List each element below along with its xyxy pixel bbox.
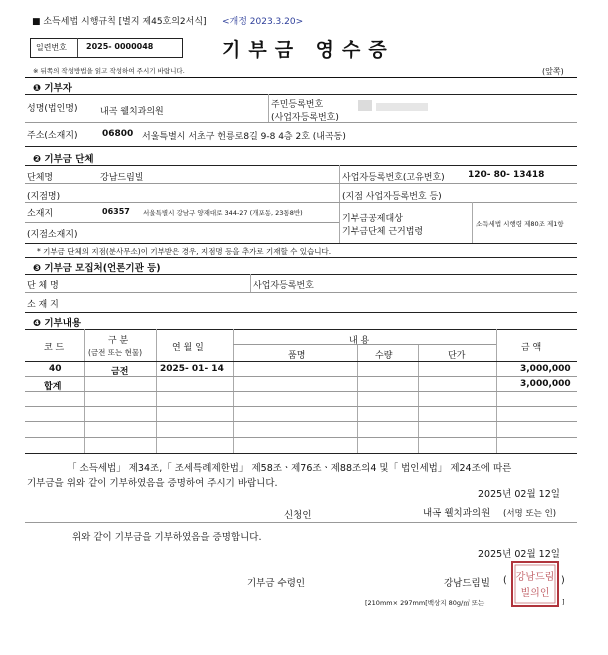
total-label: 합계 <box>44 382 62 392</box>
confirmation-date: 2025년 02월 12일 <box>478 549 560 560</box>
col-header-date: 연 월 일 <box>172 343 204 353</box>
serial-value: 2025- 0000048 <box>86 42 154 51</box>
document-title: 기부금 영수증 <box>222 39 395 61</box>
regulation-text: ■ 소득세법 시행규칙 [별지 제45호의2서식] <box>32 17 207 27</box>
certification-statement: 「 소득세법」 제34조,「 조세특례제한법」 제58조ㆍ제76조ㆍ제88조의4 및「 법인세법」 제24조에 따른 <box>67 463 512 474</box>
org-location-value: 서울특별시 강남구 양재대로 344-27 (개포동, 23통8반) <box>143 209 303 217</box>
svg-text:강남드림: 강남드림 <box>515 572 555 583</box>
org-basis-label: 기부금공제대상 <box>342 214 403 224</box>
total-amount: 3,000,000 <box>520 379 571 389</box>
row1-amount: 3,000,000 <box>520 364 571 374</box>
org-location-postcode: 06357 <box>102 207 130 216</box>
col-header-content: 내 용 <box>349 336 370 346</box>
donor-id-label: 주민등록번호 <box>271 100 324 110</box>
donor-section-title: ❶ 기부자 <box>33 83 72 94</box>
donor-address-label: 주소(소재지) <box>27 131 78 141</box>
org-branch-label: (지점명) <box>27 192 61 202</box>
masked-id-block <box>358 100 372 111</box>
org-branch-regno-label: (지점 사업자등록번호 등) <box>342 192 442 202</box>
org-section-title: ❷ 기부금 단체 <box>33 154 94 165</box>
org-basis-label-sub: 기부금단체 근거법령 <box>342 227 424 237</box>
organization-seal-stamp <box>510 560 560 608</box>
col-header-unit-price: 단가 <box>448 351 466 361</box>
org-regno-label: 사업자등록번호(고유번호) <box>342 173 445 183</box>
donor-id-label-sub: (사업자등록번호) <box>271 113 339 123</box>
col-header-qty: 수량 <box>375 351 393 361</box>
paper-spec: [210mm× 297mm[백상지 80g/㎡ 또는 <box>365 599 485 607</box>
applicant-sign-note: (서명 또는 인) <box>503 509 557 519</box>
recipient-paren-close: ) <box>561 575 565 586</box>
donor-postcode: 06800 <box>102 129 134 139</box>
paper-spec-close: ] <box>562 598 565 606</box>
recipient-label: 기부금 수령인 <box>247 578 306 589</box>
certification-statement-2: 기부금을 위와 같이 기부하였음을 증명하여 주시기 바랍니다. <box>27 478 278 489</box>
revision-text: <개정 2023.3.20> <box>222 17 304 27</box>
col-header-amount: 금 액 <box>521 343 542 353</box>
raiser-regno-label: 사업자등록번호 <box>253 281 314 291</box>
row1-category: 금전 <box>111 367 129 377</box>
org-location-label: 소재지 <box>27 209 54 219</box>
application-date: 2025년 02월 12일 <box>478 489 560 500</box>
details-section-title: ❹ 기부내용 <box>33 318 82 329</box>
donor-name-value: 내곡 웰치과의원 <box>100 107 164 117</box>
org-name-label: 단체명 <box>27 173 54 183</box>
donor-address-value: 서울특별시 서초구 헌릉로8길 9-8 4층 2호 (내곡동) <box>142 132 346 142</box>
donor-name-label: 성명(법인명) <box>27 104 78 114</box>
recipient-name: 강남드림빌 <box>444 578 490 589</box>
row1-code: 40 <box>49 364 62 374</box>
serial-label: 일련번호 <box>36 43 67 52</box>
masked-id-block <box>376 103 428 111</box>
recipient-paren-open: ( <box>503 575 507 586</box>
page-side-label: (앞쪽) <box>542 67 564 76</box>
col-header-category-sub: (금전 또는 현물) <box>88 348 143 357</box>
org-branch-location-label: (지점소재지) <box>27 230 78 240</box>
instruction-note: ※ 뒤쪽의 작성방법을 읽고 작성하여 주시기 바랍니다. <box>33 67 185 75</box>
raiser-section-title: ❸ 기부금 모집처(언론기관 등) <box>33 263 161 274</box>
applicant-name: 내곡 웰치과의원 <box>423 508 491 519</box>
org-branch-note: * 기부금 단체의 지점(분사무소)이 기부받은 경우, 지점명 등을 추가로 기재할 수 있습니다. <box>37 247 332 256</box>
org-basis-value: 소득세법 시행령 제80조 제1항 <box>476 220 564 228</box>
svg-text:빌의인: 빌의인 <box>520 588 550 599</box>
col-header-code: 코 드 <box>44 343 65 353</box>
raiser-location-label: 소 재 지 <box>27 300 59 310</box>
col-header-category: 구 분 <box>108 336 129 346</box>
org-regno-value: 120- 80- 13418 <box>468 170 545 180</box>
applicant-label: 신청인 <box>284 510 312 521</box>
org-name-value: 강남드림빌 <box>100 173 144 183</box>
row1-date: 2025- 01- 14 <box>160 364 224 374</box>
confirmation-statement: 위와 같이 기부금을 기부하였음을 증명합니다. <box>72 532 262 543</box>
col-header-item: 품명 <box>288 351 306 361</box>
raiser-name-label: 단 체 명 <box>27 281 59 291</box>
